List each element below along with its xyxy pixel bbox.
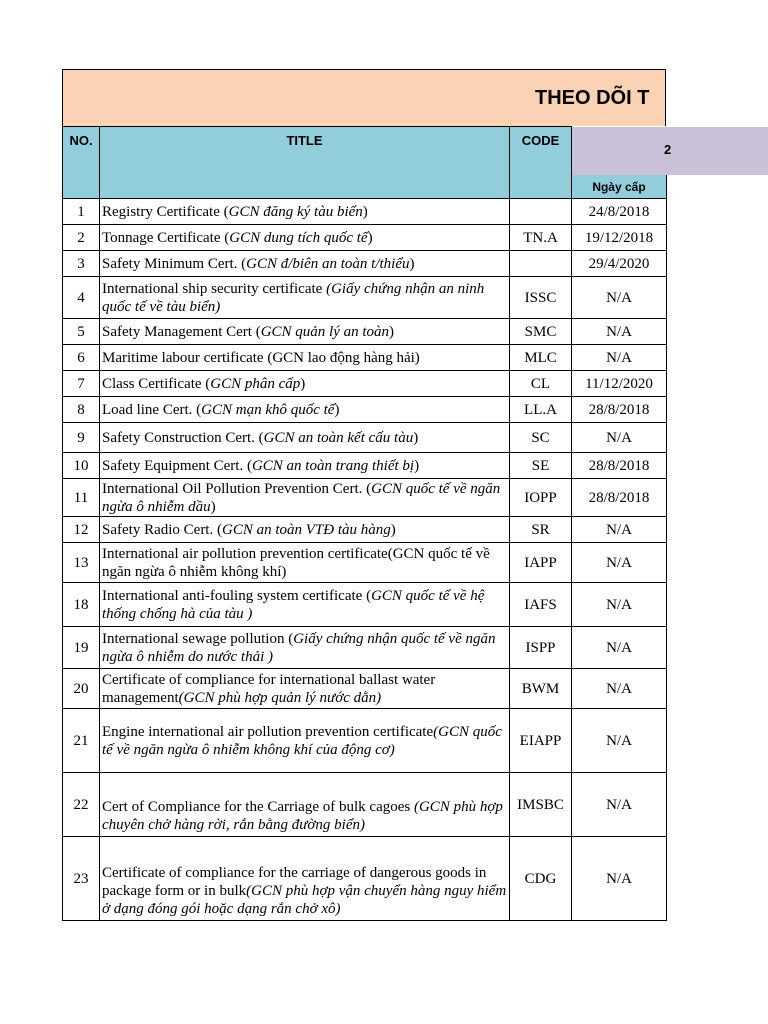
title-text: Tonnage Certificate ( — [102, 229, 230, 246]
title-vietnamese: GCN quản lý an toàn — [260, 323, 390, 340]
row-number: 9 — [63, 423, 100, 453]
title-end: ) — [414, 457, 420, 474]
sheet-title: THEO DÕI T — [535, 87, 650, 109]
certificate-title — [100, 319, 510, 345]
issue-date: N/A — [572, 319, 667, 345]
certificate-code: SE — [510, 453, 572, 479]
table-row — [63, 319, 667, 345]
row-number: 13 — [63, 543, 100, 583]
certificate-title — [100, 709, 510, 773]
group-header — [572, 127, 768, 175]
certificate-title — [100, 583, 510, 627]
table-row — [63, 543, 667, 583]
certificate-title — [100, 199, 510, 225]
title-end: ) — [210, 498, 216, 515]
certificate-code: IAFS — [510, 583, 572, 627]
title-text: International sewage pollution ( — [102, 630, 294, 647]
title-text: Registry Certificate ( — [102, 203, 229, 220]
col-header-code: CODE — [510, 127, 572, 199]
row-number: 4 — [63, 277, 100, 319]
table-row — [63, 773, 667, 837]
table-row — [63, 837, 667, 921]
table-row — [63, 371, 667, 397]
col-header-title: TITLE — [100, 127, 510, 199]
certificate-code: BWM — [510, 669, 572, 709]
title-vietnamese: GCN đăng ký tàu biển — [228, 203, 363, 220]
title-end: ) — [413, 429, 419, 446]
issue-date: N/A — [572, 543, 667, 583]
certificate-title — [100, 397, 510, 423]
issue-date: N/A — [572, 517, 667, 543]
certificate-code: CDG — [510, 837, 572, 921]
title-vietnamese: GCN an toàn trang thiết bị — [251, 457, 415, 474]
row-number: 23 — [63, 837, 100, 921]
certificate-code: LL.A — [510, 397, 572, 423]
table-row — [63, 669, 667, 709]
certificate-code: EIAPP — [510, 709, 572, 773]
certificate-title — [100, 251, 510, 277]
title-text: Maritime labour certificate (GCN lao động hàng hải) — [102, 349, 420, 366]
title-text: Safety Radio Cert. ( — [102, 521, 222, 538]
title-text: Engine international air pollution prevention certificate — [102, 723, 434, 740]
table-row — [63, 225, 667, 251]
title-vietnamese: GCN phân cấp — [210, 375, 301, 392]
certificate-title — [100, 837, 510, 921]
row-number: 6 — [63, 345, 100, 371]
certificate-title — [100, 627, 510, 669]
certificate-title — [100, 773, 510, 837]
certificate-code: IOPP — [510, 479, 572, 517]
certificate-title — [100, 423, 510, 453]
row-number: 2 — [63, 225, 100, 251]
row-number: 8 — [63, 397, 100, 423]
certificate-code: ISPP — [510, 627, 572, 669]
issue-date: 28/8/2018 — [572, 453, 667, 479]
title-text: Safety Management Cert ( — [102, 323, 261, 340]
table-row — [63, 453, 667, 479]
certificate-title — [100, 543, 510, 583]
sheet-title-band — [62, 69, 666, 126]
title-vietnamese: GCN an toàn VTĐ tàu hàng — [221, 521, 391, 538]
certificate-code: IMSBC — [510, 773, 572, 837]
certificate-title — [100, 371, 510, 397]
col-header-no: NO. — [63, 127, 100, 199]
certificate-title — [100, 277, 510, 319]
title-vietnamese: GCN quốc tế về ngăn ngừa ô nhiễm dầu — [102, 480, 501, 515]
group-header-label: 2 — [664, 142, 672, 157]
certificate-code: CL — [510, 371, 572, 397]
title-text: Certificate of compliance for international ballast water management — [102, 671, 436, 706]
issue-date: N/A — [572, 837, 667, 921]
title-text: Class Certificate ( — [102, 375, 211, 392]
title-vietnamese: GCN dung tích quốc tế — [229, 229, 368, 246]
table-row — [63, 345, 667, 371]
certificate-title — [100, 517, 510, 543]
table-row — [63, 277, 667, 319]
certificate-code: SMC — [510, 319, 572, 345]
title-vietnamese: (GCN quốc tế về ngăn ngừa ô nhiễm không khí của động cơ) — [102, 723, 502, 758]
title-end: ) — [362, 203, 368, 220]
row-number: 1 — [63, 199, 100, 225]
row-number: 20 — [63, 669, 100, 709]
title-end: ) — [367, 229, 373, 246]
table-row — [63, 709, 667, 773]
title-vietnamese: (GCN phù hợp vận chuyển hàng nguy hiểm ở dạng đóng gói hoặc dạng rắn chở xô) — [102, 883, 507, 917]
row-number: 10 — [63, 453, 100, 479]
certificate-code: ISSC — [510, 277, 572, 319]
title-text: Safety Equipment Cert. ( — [102, 457, 252, 474]
title-vietnamese: GCN quốc tế về hệ thống chống hà của tàu ) — [102, 587, 485, 622]
row-number: 21 — [63, 709, 100, 773]
certificate-title — [100, 479, 510, 517]
title-text: International anti-fouling system certificate ( — [102, 587, 372, 604]
issue-date: N/A — [572, 669, 667, 709]
title-end: ) — [409, 255, 415, 272]
issue-date: 11/12/2020 — [572, 371, 667, 397]
certificate-table — [62, 126, 667, 921]
issue-date: N/A — [572, 277, 667, 319]
certificate-code: TN.A — [510, 225, 572, 251]
issue-date: 24/8/2018 — [572, 199, 667, 225]
table-row — [63, 423, 667, 453]
issue-date: N/A — [572, 709, 667, 773]
issue-date: 29/4/2020 — [572, 251, 667, 277]
issue-date: N/A — [572, 583, 667, 627]
certificate-title — [100, 225, 510, 251]
table-row — [63, 251, 667, 277]
table-row — [63, 199, 667, 225]
title-text: International ship security certificate — [102, 280, 327, 297]
certificate-title — [100, 345, 510, 371]
issue-date: N/A — [572, 773, 667, 837]
certificate-code — [510, 199, 572, 225]
row-number: 5 — [63, 319, 100, 345]
certificate-code: IAPP — [510, 543, 572, 583]
title-end: ) — [389, 323, 395, 340]
certificate-code: MLC — [510, 345, 572, 371]
row-number: 7 — [63, 371, 100, 397]
title-vietnamese: (GCN phù hợp quản lý nước dằn) — [178, 689, 382, 706]
issue-date: 19/12/2018 — [572, 225, 667, 251]
row-number: 3 — [63, 251, 100, 277]
title-end: ) — [300, 375, 306, 392]
issue-date: N/A — [572, 345, 667, 371]
title-vietnamese: (Giấy chứng nhận an ninh quốc tế về tàu biển) — [102, 280, 485, 315]
table-row — [63, 397, 667, 423]
certificate-title — [100, 669, 510, 709]
col-header-issue-date: Ngày cấp — [572, 175, 667, 199]
row-number: 11 — [63, 479, 100, 517]
title-text: Certificate of compliance for the carriage of dangerous goods in package form or in bulk — [102, 865, 487, 899]
row-number: 12 — [63, 517, 100, 543]
title-end: ) — [390, 521, 396, 538]
certificate-code: SC — [510, 423, 572, 453]
title-text: Safety Minimum Cert. ( — [102, 255, 247, 272]
title-vietnamese: GCN mạn khô quốc tế — [201, 401, 335, 418]
table-row — [63, 517, 667, 543]
title-vietnamese: GCN đ/biên an toàn t/thiểu — [246, 255, 410, 272]
issue-date: N/A — [572, 423, 667, 453]
certificate-title — [100, 453, 510, 479]
title-text: International air pollution prevention certificate(GCN quốc tế về ngăn ngừa ô nhiễm không khí) — [102, 545, 490, 580]
title-text: Safety Construction Cert. ( — [102, 429, 264, 446]
issue-date: N/A — [572, 627, 667, 669]
issue-date: 28/8/2018 — [572, 479, 667, 517]
table-row — [63, 627, 667, 669]
title-vietnamese: (GCN phù hợp chuyên chở hàng rời, rắn bằng đường biển) — [102, 799, 503, 833]
title-text: Load line Cert. ( — [102, 401, 202, 418]
title-text: Cert of Compliance for the Carriage of bulk cagoes — [102, 799, 414, 815]
title-vietnamese: Giấy chứng nhận quốc tế về ngăn ngừa ô nhiễm do nước thải ) — [102, 630, 496, 665]
issue-date: 28/8/2018 — [572, 397, 667, 423]
row-number: 19 — [63, 627, 100, 669]
row-number: 18 — [63, 583, 100, 627]
title-vietnamese: GCN an toàn kết cấu tàu — [263, 429, 414, 446]
certificate-code: SR — [510, 517, 572, 543]
title-text: International Oil Pollution Prevention Cert. ( — [102, 480, 372, 497]
table-row — [63, 583, 667, 627]
title-end: ) — [334, 401, 340, 418]
certificate-code — [510, 251, 572, 277]
row-number: 22 — [63, 773, 100, 837]
table-row — [63, 479, 667, 517]
